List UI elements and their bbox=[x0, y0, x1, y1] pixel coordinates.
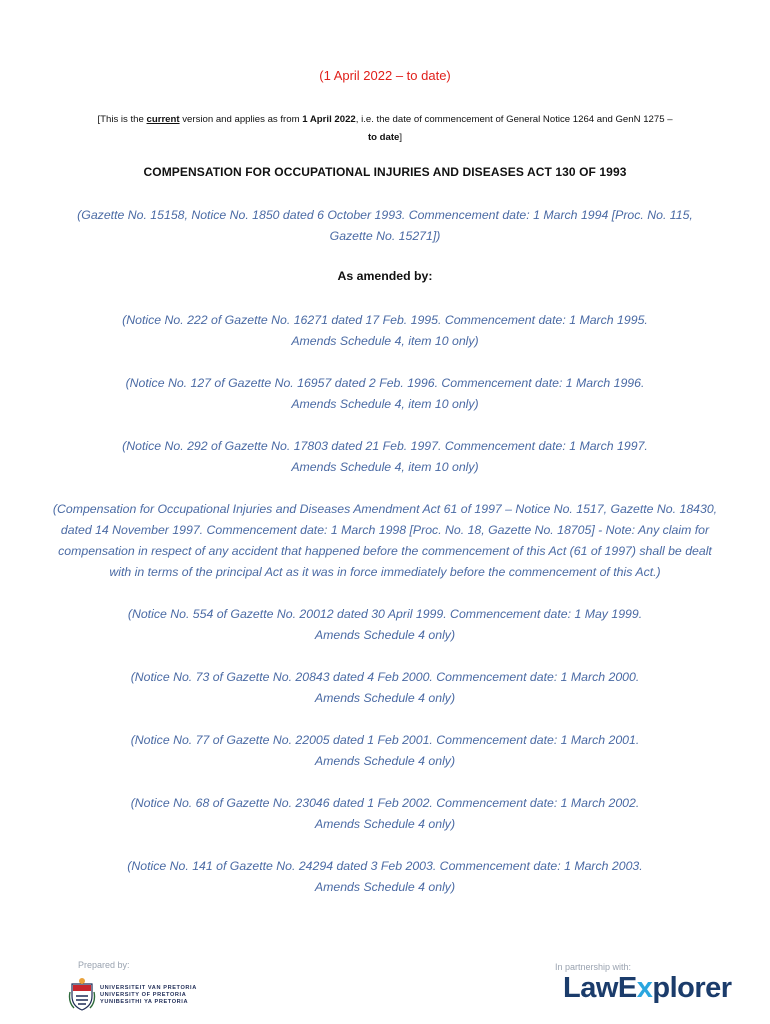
amendments-list bbox=[52, 310, 718, 919]
university-name-line: UNIVERSITY OF PRETORIA bbox=[100, 992, 187, 998]
status-suffix: ] bbox=[399, 132, 403, 143]
status-prefix: [This is the bbox=[97, 114, 147, 125]
act-title: COMPENSATION FOR OCCUPATIONAL INJURIES AND DISEASES ACT 130 OF 1993 bbox=[143, 165, 627, 179]
university-name-lines bbox=[100, 985, 197, 1006]
status-mid-2: , i.e. the date of commencement of General Notice 1264 and GenN 1275 – bbox=[355, 114, 673, 125]
amendment-line-2: Amends Schedule 4 only) bbox=[314, 754, 456, 768]
university-name-line: YUNIBESITHI YA PRETORIA bbox=[100, 999, 189, 1005]
amendment-line-1: (Notice No. 141 of Gazette No. 24294 dated 3 Feb 2003. Commencement date: 1 March 2003. bbox=[127, 859, 643, 873]
amendment-item bbox=[60, 310, 710, 352]
amendment-item bbox=[60, 604, 710, 646]
logo-part-x: x bbox=[636, 972, 653, 1004]
lawexplorer-logo bbox=[563, 972, 732, 1005]
amendment-line-1: (Notice No. 127 of Gazette No. 16957 dated 2 Feb. 1996. Commencement date: 1 March 1996. bbox=[125, 376, 645, 390]
prepared-by-label: Prepared by: bbox=[78, 960, 130, 970]
amendment-item bbox=[60, 730, 710, 772]
amendment-line-1: (Notice No. 222 of Gazette No. 16271 dated 17 Feb. 1995. Commencement date: 1 March 1995. bbox=[122, 313, 648, 327]
amendment-item bbox=[60, 373, 710, 415]
amendment-line-1: (Notice No. 68 of Gazette No. 23046 dated 1 Feb 2002. Commencement date: 1 March 2002. bbox=[130, 796, 640, 810]
university-of-pretoria-logo bbox=[68, 976, 208, 1012]
gazette-citation: (Gazette No. 15158, Notice No. 1850 dated 6 October 1993. Commencement date: 1 March 1994 [Proc. No. 115, Gazette No. 15271]) bbox=[77, 208, 693, 243]
university-crest-icon bbox=[68, 976, 96, 1012]
amended-by-heading: As amended by: bbox=[337, 269, 433, 283]
amendment-line-1: (Notice No. 554 of Gazette No. 20012 dated 30 April 1999. Commencement date: 1 May 1999. bbox=[127, 607, 643, 621]
amendment-line-2: Amends Schedule 4, item 10 only) bbox=[291, 397, 479, 411]
amendment-line-1: (Notice No. 73 of Gazette No. 20843 dated 4 Feb 2000. Commencement date: 1 March 2000. bbox=[130, 670, 640, 684]
amendment-item bbox=[60, 436, 710, 478]
amendment-item bbox=[60, 856, 710, 898]
logo-part-a: LawE bbox=[563, 972, 637, 1004]
amendment-line-2: Amends Schedule 4 only) bbox=[314, 691, 456, 705]
version-date-range: (1 April 2022 – to date) bbox=[319, 68, 451, 83]
status-to-date: to date bbox=[367, 132, 400, 143]
amendment-line-2: Amends Schedule 4 only) bbox=[314, 880, 456, 894]
status-date: 1 April 2022 bbox=[302, 114, 356, 125]
partnership-label: In partnership with: bbox=[555, 962, 632, 972]
amendment-item-act-61-1997: (Compensation for Occupational Injuries and Diseases Amendment Act 61 of 1997 – Notice No. 1517, Gazette No. 18430, dated 14 November 1997. Commencement date: 1 March 1998 [Proc. No. 18, Gazette No. 18705] - Note: Any claim for compensation in respect of any accident that happened before the commencement of this Act (61 of 1997) shall be dealt with in terms of the principal Act as it was in force immediately before the commencement of this Act.) bbox=[52, 502, 718, 579]
amendment-line-2: Amends Schedule 4 only) bbox=[314, 628, 456, 642]
version-status-note bbox=[62, 111, 708, 147]
university-name-line: UNIVERSITEIT VAN PRETORIA bbox=[100, 985, 197, 991]
amendment-line-2: Amends Schedule 4, item 10 only) bbox=[291, 334, 479, 348]
amendment-line-1: (Notice No. 77 of Gazette No. 22005 dated 1 Feb 2001. Commencement date: 1 March 2001. bbox=[130, 733, 640, 747]
amendment-item bbox=[60, 793, 710, 835]
amendment-line-1: (Notice No. 292 of Gazette No. 17803 dated 21 Feb. 1997. Commencement date: 1 March 1997. bbox=[122, 439, 648, 453]
status-mid-1: version and applies as from bbox=[179, 114, 303, 125]
amendment-item bbox=[60, 667, 710, 709]
amendment-line-2: Amends Schedule 4, item 10 only) bbox=[291, 460, 479, 474]
amendment-line-2: Amends Schedule 4 only) bbox=[314, 817, 456, 831]
logo-part-b: plorer bbox=[652, 972, 732, 1004]
status-current-link[interactable]: current bbox=[146, 114, 180, 125]
